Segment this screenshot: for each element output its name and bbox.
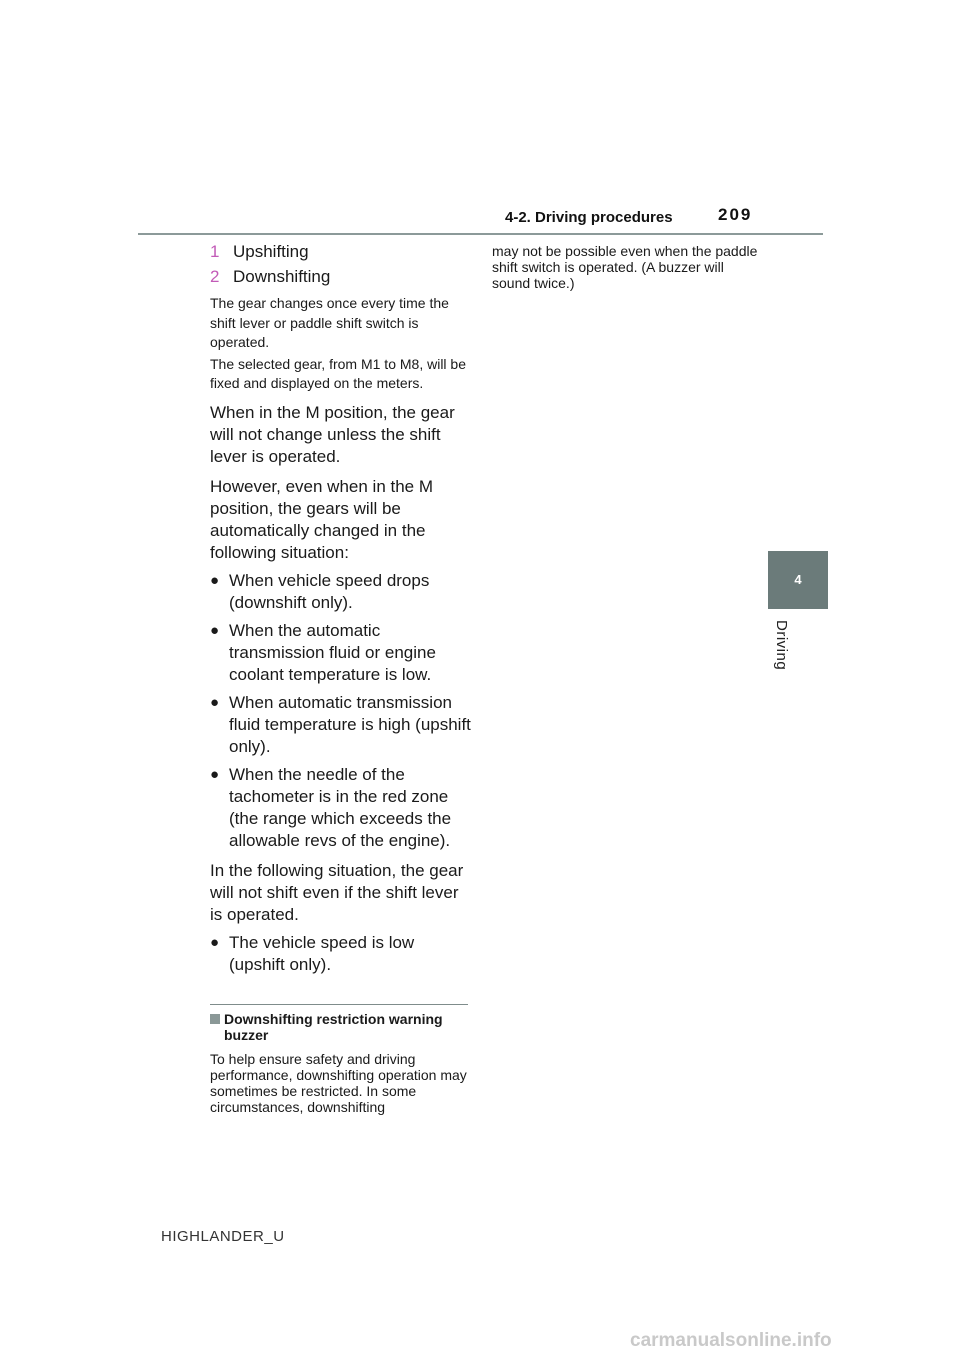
- body-paragraph: However, even when in the M position, the gears will be automatically changed in the following situation:: [210, 476, 434, 562]
- bullet-item: [210, 932, 472, 976]
- section-divider: [210, 1004, 468, 1005]
- chapter-label: Driving: [773, 620, 790, 671]
- right-column: [492, 243, 762, 292]
- body-paragraph: In the following situation, the gear will not shift even if the shift lever is operated.: [210, 860, 464, 924]
- section-body-continued: may not be possible even when the paddle shift switch is operated. (A buzzer will sound twice.): [492, 243, 758, 292]
- page-number: 209: [718, 205, 753, 224]
- step-label: Upshifting: [233, 242, 309, 261]
- step-item: [210, 242, 472, 267]
- note-text: The selected gear, from M1 to M8, will be fixed and displayed on the meters.: [210, 355, 466, 391]
- watermark: carmanualsonline.info: [630, 1330, 832, 1351]
- bullet-text: When the automatic transmission fluid or engine coolant temperature is low.: [229, 620, 436, 684]
- header-divider: [138, 233, 823, 235]
- bullet-item: [210, 570, 472, 614]
- body-paragraph: When in the M position, the gear will not change unless the shift lever is operated.: [210, 402, 455, 466]
- bullet-icon: ●: [210, 933, 220, 951]
- step-label: Downshifting: [233, 267, 331, 286]
- bullet-icon: ●: [210, 765, 220, 783]
- chapter-number: 4: [794, 572, 802, 587]
- section-body: To help ensure safety and driving performance, downshifting operation may sometimes be restricted. In some circumstances, downshifting: [210, 1050, 467, 1116]
- section-heading-text: Downshifting restriction warning buzzer: [224, 1010, 443, 1043]
- bullet-item: [210, 764, 472, 852]
- step-number: 2: [210, 267, 220, 286]
- bullet-text: When automatic transmission fluid temperature is high (upshift only).: [229, 692, 471, 756]
- bullet-icon: ●: [210, 621, 220, 639]
- step-number: 1: [210, 242, 220, 261]
- bullet-icon: ●: [210, 693, 220, 711]
- footer-model: HIGHLANDER_U: [161, 1228, 285, 1245]
- step-item: [210, 267, 472, 292]
- bullet-text: The vehicle speed is low (upshift only).: [229, 932, 415, 974]
- bullet-text: When vehicle speed drops (downshift only).: [229, 570, 430, 612]
- left-column: [210, 242, 472, 1115]
- section-title: 4-2. Driving procedures: [505, 209, 673, 226]
- bullet-text: When the needle of the tachometer is in the red zone (the range which exceeds the allowable revs of the engine).: [229, 764, 452, 850]
- bullet-item: [210, 620, 472, 686]
- note-text: The gear changes once every time the shift lever or paddle shift switch is operated.: [210, 295, 449, 350]
- chapter-tab: [768, 551, 828, 609]
- bullet-item: [210, 692, 472, 758]
- section-heading: [210, 1011, 472, 1043]
- bullet-icon: ●: [210, 571, 220, 589]
- square-icon: [210, 1014, 220, 1024]
